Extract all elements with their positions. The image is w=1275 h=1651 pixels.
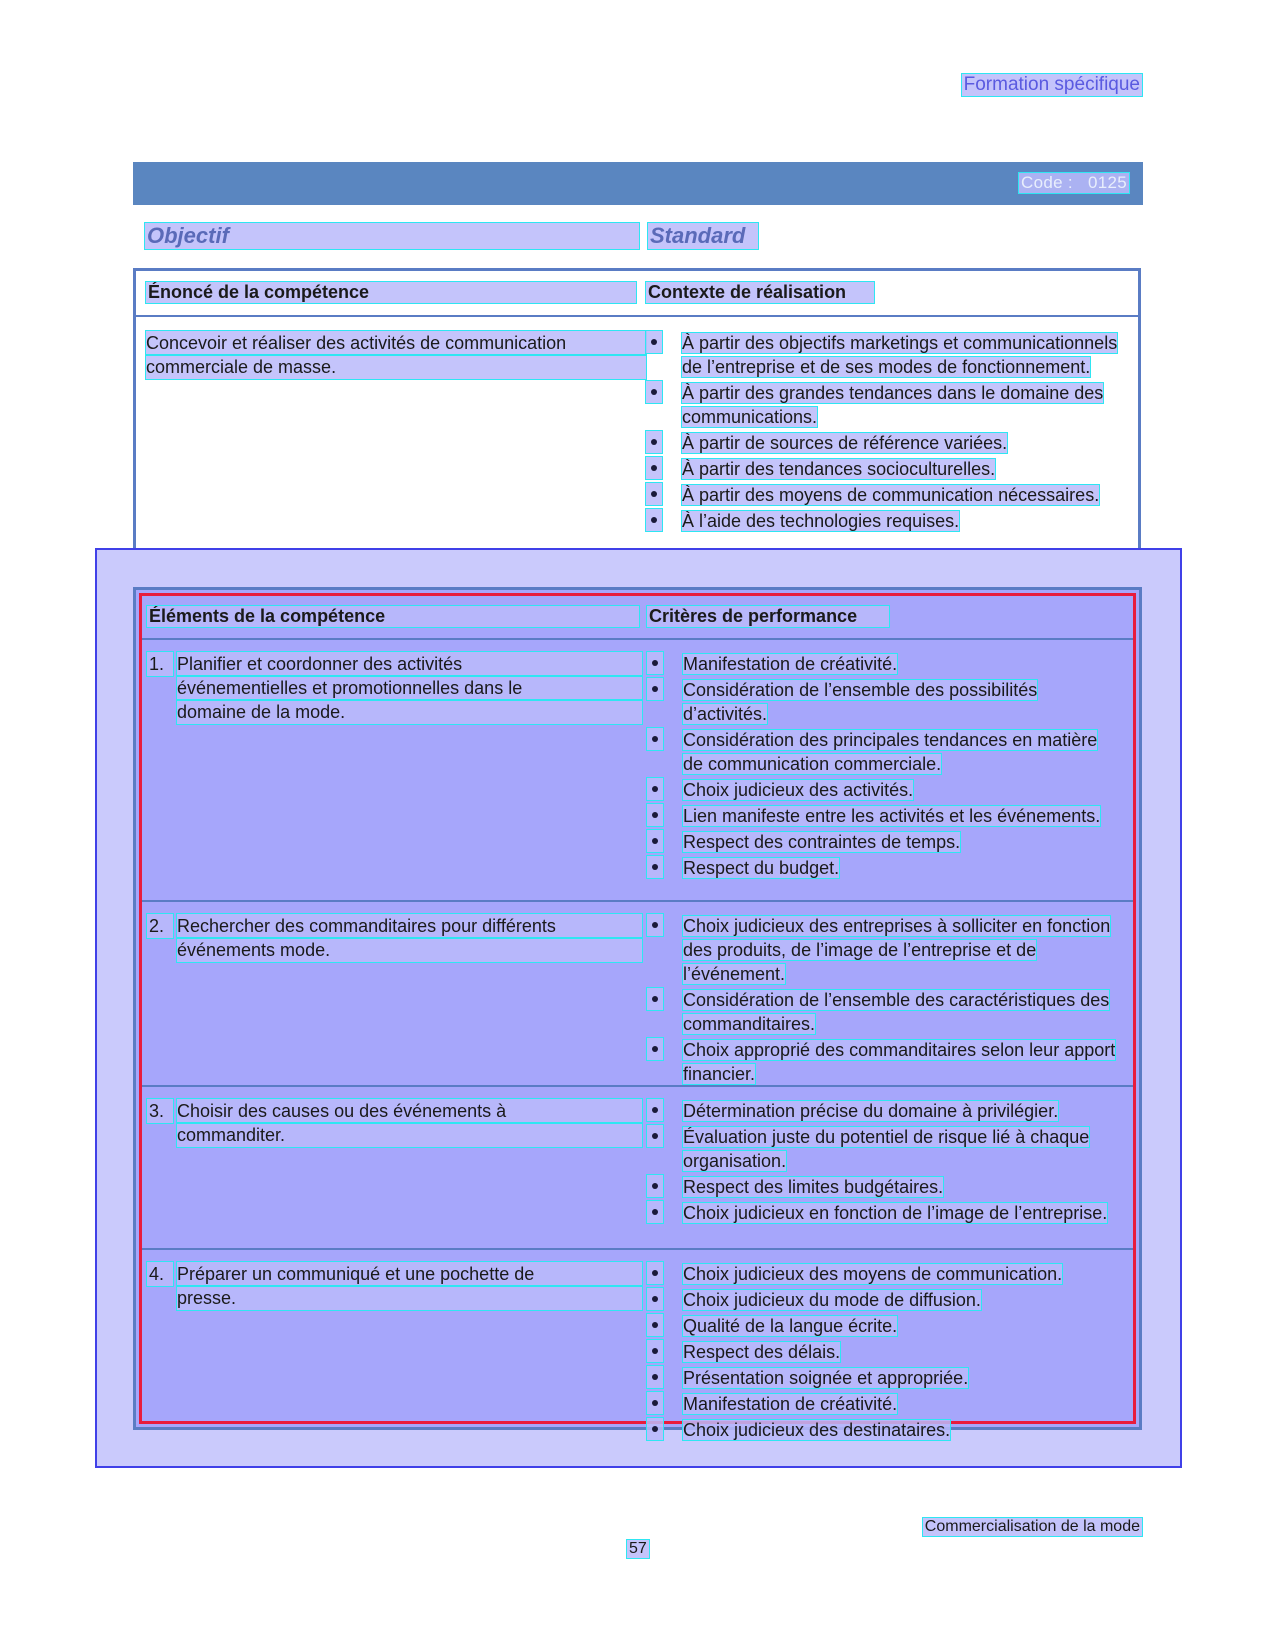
bullet-icon — [647, 1340, 663, 1362]
element-line: commanditer. — [177, 1123, 642, 1147]
criterion-text: Considération de l’ensemble des caractéristiques des commanditaires. — [683, 990, 1110, 1034]
statement-line: commerciale de masse. — [146, 355, 646, 379]
bullet-icon — [646, 509, 662, 531]
list-item — [647, 652, 1117, 676]
list-item — [646, 381, 1131, 429]
criterion-text: Respect du budget. — [683, 858, 840, 878]
bullet-icon — [647, 1125, 663, 1147]
bullet-icon — [647, 1418, 663, 1440]
bullet-icon — [647, 1366, 663, 1388]
element-line: presse. — [177, 1286, 642, 1310]
criterion-text: Considération de l’ensemble des possibilités d’activités. — [683, 680, 1038, 724]
list-item — [647, 988, 1117, 1036]
context-list — [646, 331, 1131, 535]
list-item — [647, 1392, 1117, 1416]
code-value: 0125 — [1087, 173, 1127, 192]
table-row — [142, 640, 1133, 902]
element-line: Préparer un communiqué et une pochette de — [177, 1262, 642, 1286]
bullet-icon — [647, 1201, 663, 1223]
bullet-icon — [646, 331, 662, 353]
bullet-icon — [647, 1392, 663, 1414]
element-cell — [147, 1262, 642, 1310]
element-line: événements mode. — [177, 938, 642, 962]
bullet-icon — [646, 431, 662, 453]
element-number: 2. — [147, 914, 173, 938]
running-header: Formation spécifique — [963, 74, 1140, 95]
context-text: À l’aide des technologies requises. — [682, 511, 960, 531]
element-line: Rechercher des commanditaires pour différents — [177, 914, 642, 938]
list-item — [646, 331, 1131, 379]
criterion-text: Respect des délais. — [683, 1342, 841, 1362]
bullet-icon — [647, 652, 663, 674]
list-item — [647, 678, 1117, 726]
list-item — [646, 483, 1131, 507]
code-label: Code : — [1021, 173, 1073, 192]
bullet-icon — [647, 1314, 663, 1336]
element-line: Planifier et coordonner des activités — [177, 652, 642, 676]
bullet-icon — [647, 1288, 663, 1310]
section-objectif: Objectif — [145, 223, 639, 249]
criterion-text: Lien manifeste entre les activités et les événements. — [683, 806, 1101, 826]
list-item — [647, 1340, 1117, 1364]
list-item — [647, 1175, 1117, 1199]
table-row — [142, 1250, 1133, 1440]
bullet-icon — [647, 988, 663, 1010]
bullet-icon — [646, 457, 662, 479]
list-item — [647, 1262, 1117, 1286]
criterion-text: Choix approprié des commanditaires selon leur apport financier. — [683, 1040, 1116, 1084]
element-line: Choisir des causes ou des événements à — [177, 1099, 642, 1123]
criterion-text: Manifestation de créativité. — [683, 654, 898, 674]
criteria-list — [647, 1262, 1117, 1444]
criteria-list — [647, 914, 1117, 1088]
table-row — [142, 1087, 1133, 1250]
bullet-icon — [647, 914, 663, 936]
list-item — [647, 728, 1117, 776]
list-item — [646, 509, 1131, 533]
list-item — [646, 431, 1131, 455]
elements-table — [133, 587, 1142, 1440]
list-item — [647, 778, 1117, 802]
context-text: À partir des grandes tendances dans le domaine des communications. — [682, 383, 1104, 427]
competence-table-header — [136, 271, 1138, 317]
list-item — [646, 457, 1131, 481]
list-item — [647, 1201, 1117, 1225]
page-number: 57 — [629, 1540, 647, 1557]
list-item — [647, 1099, 1117, 1123]
criterion-text: Manifestation de créativité. — [683, 1394, 898, 1414]
element-cell — [147, 652, 642, 724]
list-item — [647, 1288, 1117, 1312]
bullet-icon — [647, 1099, 663, 1121]
criterion-text: Choix judicieux des entreprises à solliciter en fonction des produits, de l’image de l’entreprise et de l’événement. — [683, 916, 1111, 984]
element-line: domaine de la mode. — [177, 700, 642, 724]
criterion-text: Considération des principales tendances en matière de communication commerciale. — [683, 730, 1098, 774]
program-code — [1019, 173, 1129, 193]
list-item — [647, 804, 1117, 828]
criterion-text: Respect des limites budgétaires. — [683, 1177, 944, 1197]
bullet-icon — [647, 728, 663, 750]
criteria-list — [647, 652, 1117, 882]
element-number: 1. — [147, 652, 173, 676]
elements-table-selection[interactable] — [139, 593, 1136, 1440]
criterion-text: Choix judicieux en fonction de l’image de l’entreprise. — [683, 1203, 1108, 1223]
element-cell — [147, 914, 642, 962]
section-standard: Standard — [648, 223, 758, 249]
bullet-icon — [647, 678, 663, 700]
table-row — [142, 902, 1133, 1087]
header-elements: Éléments de la compétence — [147, 606, 639, 627]
context-text: À partir des tendances socioculturelles. — [682, 459, 996, 479]
list-item — [647, 1366, 1117, 1390]
bullet-icon — [646, 483, 662, 505]
bullet-icon — [647, 1175, 663, 1197]
element-cell — [147, 1099, 642, 1147]
competence-statement — [146, 331, 646, 379]
criterion-text: Évaluation juste du potentiel de risque lié à chaque organisation. — [683, 1127, 1090, 1171]
list-item — [647, 1418, 1117, 1442]
context-text: À partir des moyens de communication nécessaires. — [682, 485, 1100, 505]
header-contexte: Contexte de réalisation — [646, 282, 874, 303]
code-bar — [133, 162, 1143, 205]
context-text: À partir des objectifs marketings et communicationnels de l’entreprise et de ses modes de fonctionnement. — [682, 333, 1118, 377]
bullet-icon — [647, 1038, 663, 1060]
element-line: événementielles et promotionnelles dans le — [177, 676, 642, 700]
context-text: À partir de sources de référence variées. — [682, 433, 1008, 453]
list-item — [647, 1038, 1117, 1086]
criterion-text: Choix judicieux des activités. — [683, 780, 914, 800]
criterion-text: Qualité de la langue écrite. — [683, 1316, 898, 1336]
bullet-icon — [647, 804, 663, 826]
header-criteres: Critères de performance — [647, 606, 889, 627]
list-item — [647, 856, 1117, 880]
criterion-text: Présentation soignée et appropriée. — [683, 1368, 969, 1388]
criterion-text: Respect des contraintes de temps. — [683, 832, 961, 852]
competence-table — [133, 268, 1141, 568]
statement-line: Concevoir et réaliser des activités de communication — [146, 331, 646, 355]
footer-program-title: Commercialisation de la mode — [924, 1518, 1140, 1535]
bullet-icon — [647, 778, 663, 800]
criteria-list — [647, 1099, 1117, 1227]
bullet-icon — [647, 1262, 663, 1284]
list-item — [647, 830, 1117, 854]
bullet-icon — [646, 381, 662, 403]
criterion-text: Détermination précise du domaine à privilégier. — [683, 1101, 1059, 1121]
criterion-text: Choix judicieux des destinataires. — [683, 1420, 951, 1440]
list-item — [647, 1314, 1117, 1338]
criterion-text: Choix judicieux du mode de diffusion. — [683, 1290, 981, 1310]
list-item — [647, 914, 1117, 986]
criterion-text: Choix judicieux des moyens de communication. — [683, 1264, 1063, 1284]
bullet-icon — [647, 830, 663, 852]
bullet-icon — [647, 856, 663, 878]
element-number: 4. — [147, 1262, 173, 1286]
header-enonce: Énoncé de la compétence — [146, 282, 636, 303]
elements-table-header — [142, 596, 1133, 640]
element-number: 3. — [147, 1099, 173, 1123]
list-item — [647, 1125, 1117, 1173]
